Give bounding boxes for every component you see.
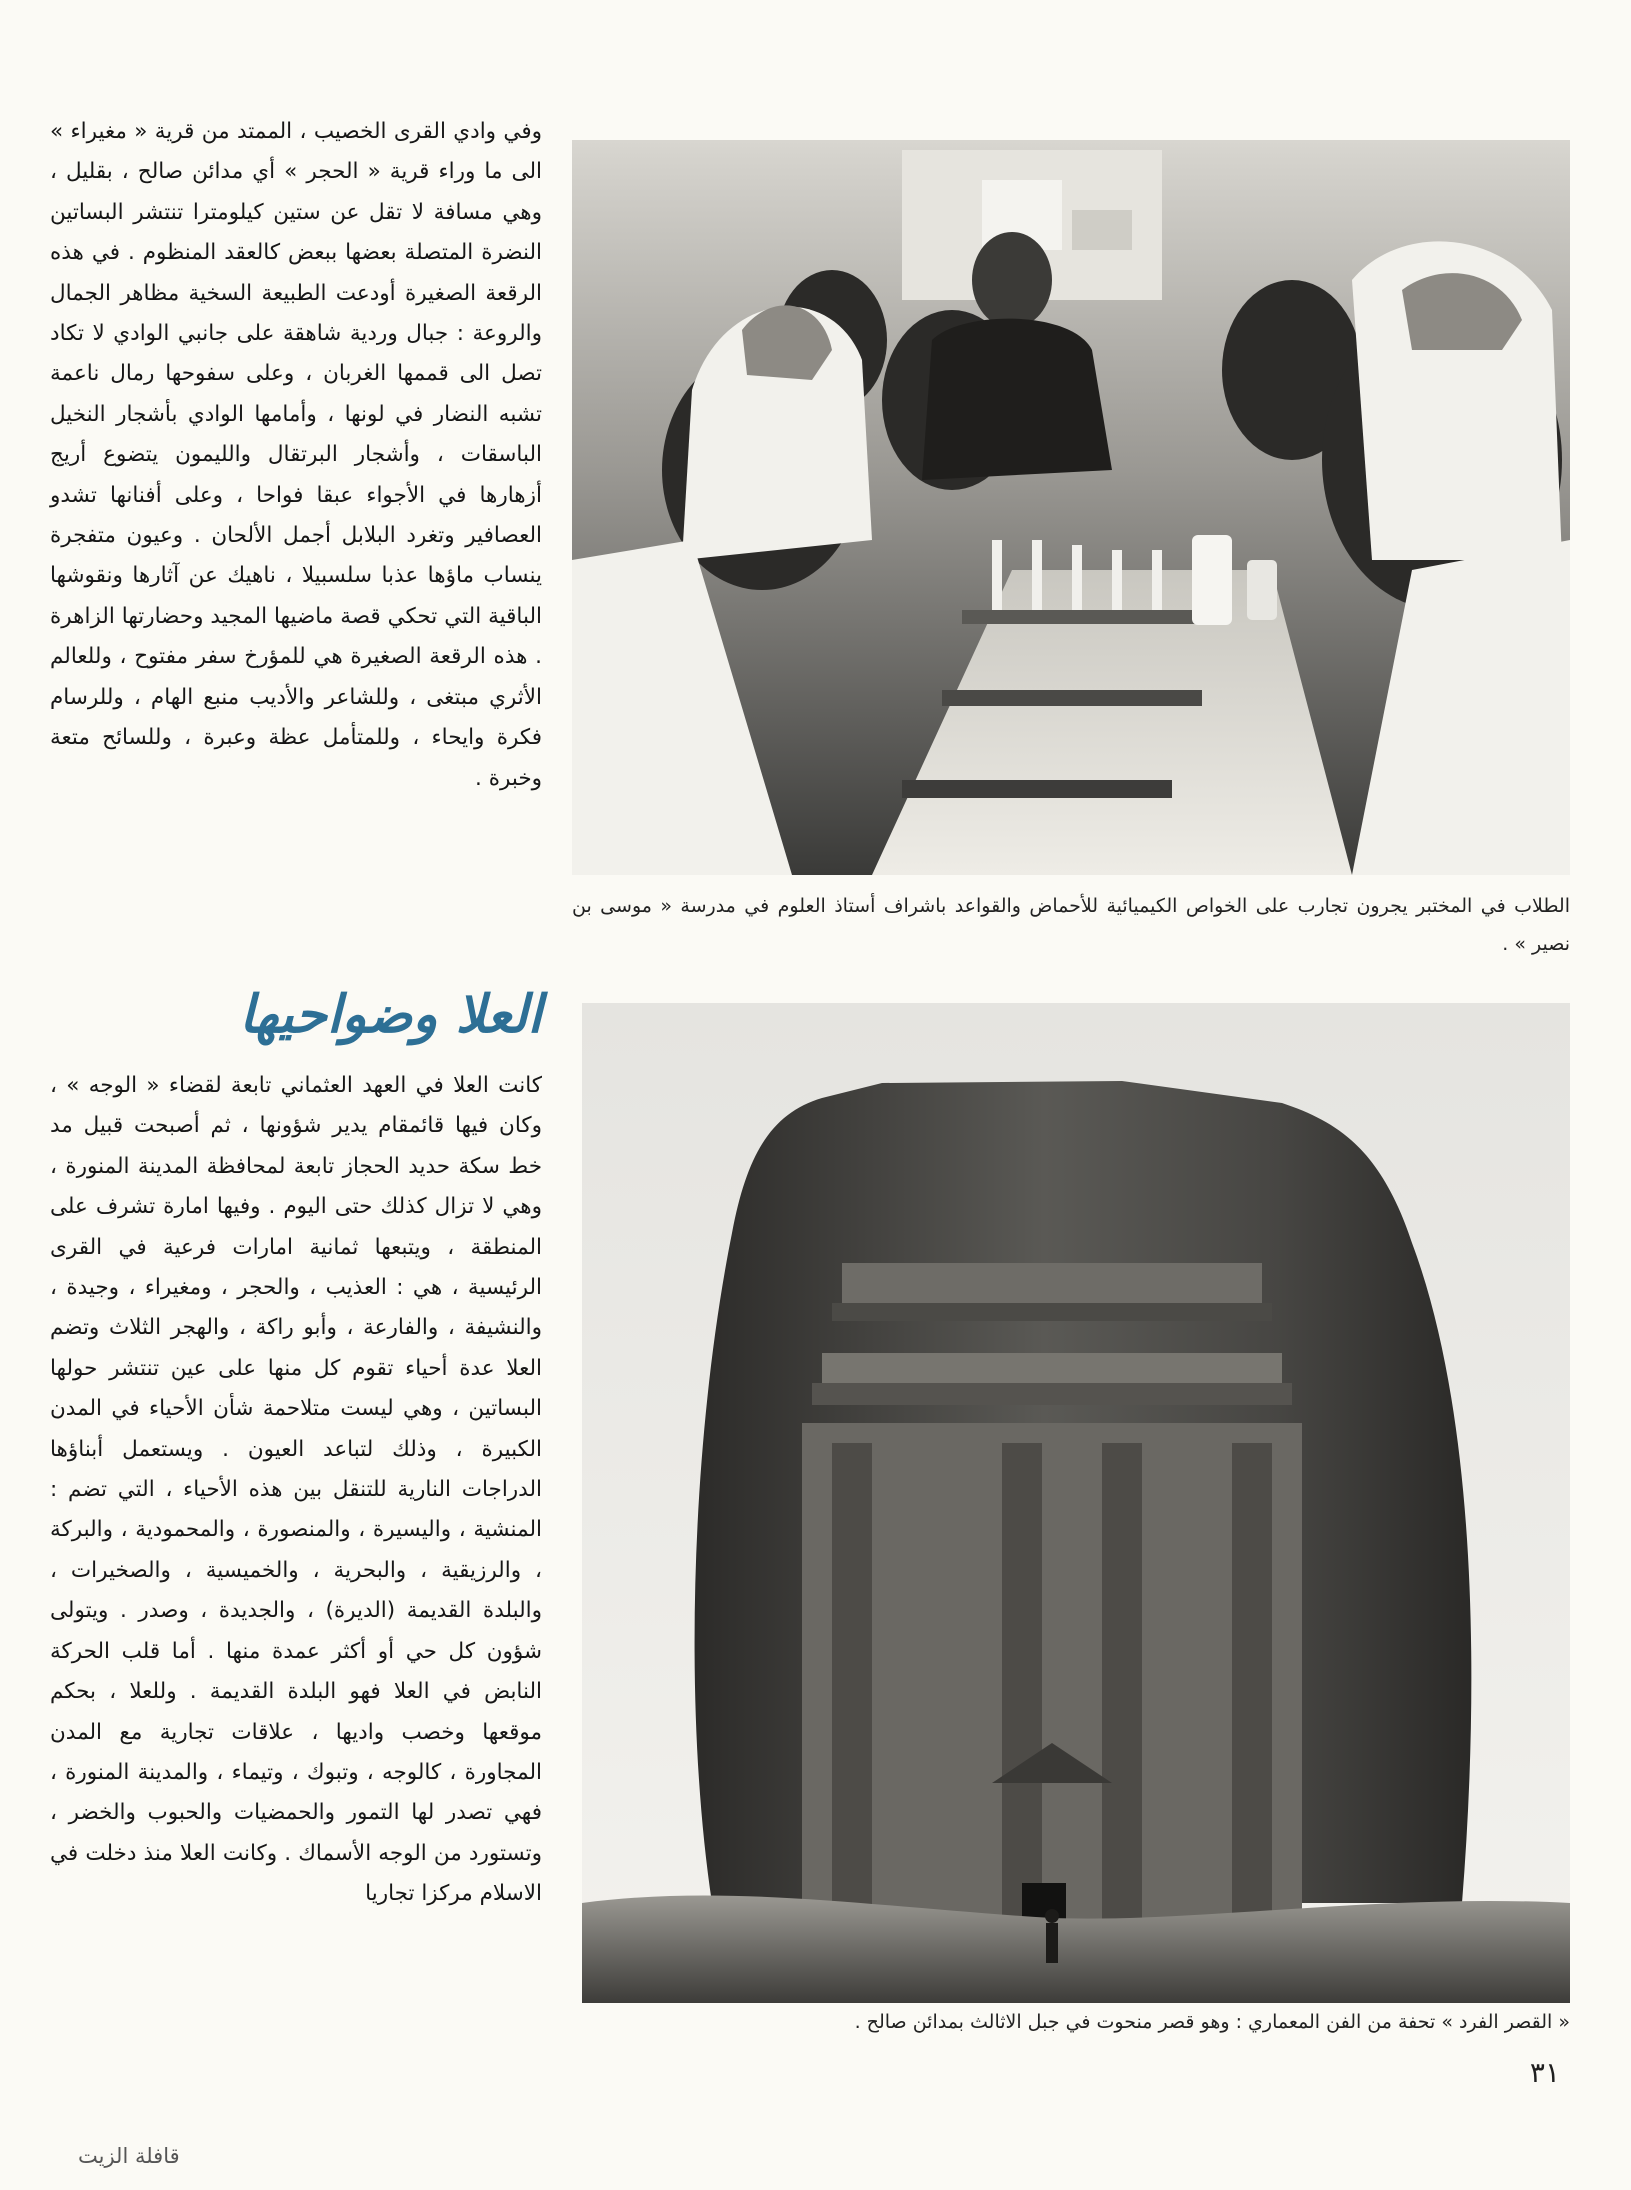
article-intro-paragraph: وفي وادي القرى الخصيب ، الممتد من قرية « مغيراء » الى ما وراء قرية « الحجر » أي مدائن صالح ، بقليل ، وهي مسافة لا تقل عن ستين كيلومترا تنتشر البساتين النضرة المتصلة بعضها ببعض كالعقد المنظوم . في هذه الرقعة الصغيرة أودعت الطبيعة السخية مظاهر الجمال والروعة : جبال وردية شاهقة على جانبي الوادي لا تكاد تصل الى قممها الغربان ، وعلى سفوحها رمال ناعمة تشبه النضار في لونها ، وأمامها الوادي بأشجار النخيل الباسقات ، وأشجار البرتقال والليمون يتضوع أريج أزهارها في الأجواء عبقا فواحا ، وعلى أفنانها تشدو العصافير وتغرد البلابل أجمل الألحان . وعيون متفجرة ينساب ماؤها عذبا سلسبيلا ، ناهيك عن آثارها ونقوشها الباقية التي تحكي قصة ماضيها المجيد وحضارتها الزاهرة . هذه الرقعة الصغيرة هي للمؤرخ سفر مفتوح ، وللعالم الأثري مبتغى ، وللشاعر والأديب منبع الهام ، وللرسام فكرة وايحاء ، وللمتأمل عظة وعبرة ، وللسائح متعة وخبرة . <box>50 119 542 791</box>
magazine-name: قافلة الزيت <box>78 2144 180 2168</box>
laboratory-photo <box>572 140 1570 875</box>
tomb-photo-caption: « القصر الفرد » تحفة من الفن المعماري : وهو قصر منحوت في جبل الاثالث بمدائن صالح . <box>854 2011 1570 2033</box>
article-intro-column <box>50 112 542 799</box>
article-body-column <box>50 1066 542 1915</box>
laboratory-photo-illustration <box>572 140 1570 875</box>
tomb-photo-illustration <box>582 1003 1570 2003</box>
section-heading: العلا وضواحيها <box>239 984 542 1045</box>
laboratory-photo-caption: الطلاب في المختبر يجرون تجارب على الخواص الكيميائية للأحماض والقواعد باشراف أستاذ العلوم في مدرسة « موسى بن نصير » . <box>572 895 1570 955</box>
tomb-photo <box>582 1003 1570 2003</box>
article-body-paragraph: كانت العلا في العهد العثماني تابعة لقضاء « الوجه » ، وكان فيها قائمقام يدير شؤونها ، ثم أصبحت قبيل مد خط سكة حديد الحجاز تابعة لمحافظة المدينة المنورة ، وهي لا تزال كذلك حتى اليوم . وفيها امارة تشرف على المنطقة ، ويتبعها ثمانية امارات فرعية في القرى الرئيسية ، هي : العذيب ، والحجر ، ومغيراء ، وجيدة ، والنشيفة ، والفارعة ، وأبو راكة ، والهجر الثلاث وتضم العلا عدة أحياء تقوم كل منها على عين تنتشر حولها البساتين ، وهي ليست متلاحمة شأن الأحياء في المدن الكبيرة ، وذلك لتباعد العيون . ويستعمل أبناؤها الدراجات النارية للتنقل بين هذه الأحياء ، التي تضم : المنشية ، واليسيرة ، والمنصورة ، والمحمودية ، والبركة ، والرزيقية ، والبحرية ، والخميسية ، والصخيرات ، والبلدة القديمة (الديرة) ، والجديدة ، وصدر . ويتولى شؤون كل حي أو أكثر عمدة منها . أما قلب الحركة النابض في العلا فهو البلدة القديمة . وللعلا ، بحكم موقعها وخصب واديها ، علاقات تجارية مع المدن المجاورة ، كالوجه ، وتبوك ، وتيماء ، والمدينة المنورة ، فهي تصدر لها التمور والحمضيات والحبوب والخضر ، وتستورد من الوجه الأسماك . وكانت العلا منذ دخلت في الاسلام مركزا تجاريا <box>50 1073 542 1907</box>
page-number: ٣١ <box>1529 2056 1560 2089</box>
